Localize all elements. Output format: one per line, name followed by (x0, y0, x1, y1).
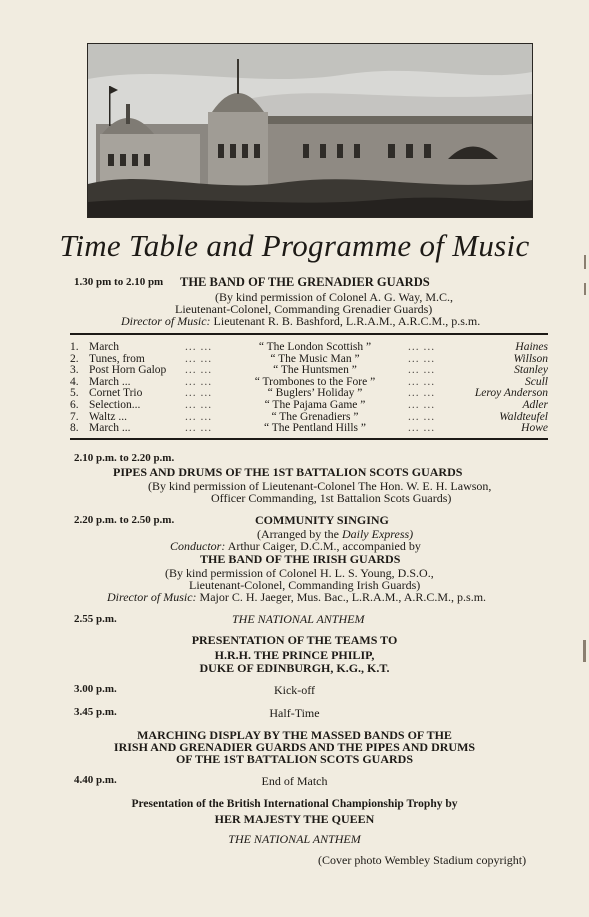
halftime-text: Half-Time (269, 706, 320, 720)
leader-dots: ... ... (408, 387, 436, 400)
leader-dots: ... ... (408, 375, 436, 388)
photo-credit: (Cover photo Wembley Stadium copyright) (318, 853, 527, 867)
programme-composer: Adler (522, 399, 548, 411)
programme-composer: Haines (515, 341, 548, 353)
programme-title: “ The Grenadiers ” (271, 410, 359, 423)
leader-dots: ... ... (185, 341, 213, 353)
programme-item (70, 342, 548, 353)
leader-dots: ... ... (185, 399, 213, 411)
grenadier-permission-2: Lieutenant-Colonel, Commanding Grenadier Guards) (175, 302, 433, 316)
programme-number: 8. (70, 422, 79, 435)
programme-title: “ The Pajama Game ” (264, 399, 366, 411)
leader-dots: ... ... (408, 422, 436, 435)
leader-dots: ... ... (408, 341, 436, 353)
leader-dots: ... ... (185, 352, 213, 365)
endmatch-time: 4.40 p.m. (74, 774, 117, 786)
trophy-line-1: Presentation of the British International Championship Trophy by (131, 798, 458, 810)
national-anthem-1: THE NATIONAL ANTHEM (232, 612, 365, 626)
halftime-time: 3.45 p.m. (74, 706, 117, 718)
leader-dots: ... ... (408, 399, 436, 411)
grenadier-permission-1: (By kind permission of Colonel A. G. Way, M.C., (215, 290, 454, 304)
national-anthem-2: THE NATIONAL ANTHEM (228, 832, 361, 846)
programme-number: 2. (70, 352, 79, 365)
irish-permission-2: Lieutenant-Colonel, Commanding Irish Guards) (189, 578, 421, 592)
endmatch-text: End of Match (261, 774, 328, 788)
kickoff-time: 3.00 p.m. (74, 683, 117, 695)
programme-composer: Leroy Anderson (474, 387, 548, 400)
programme-item (70, 412, 548, 423)
programme-type: March (89, 341, 120, 353)
grenadier-director (121, 314, 480, 329)
presentation-line-2: H.R.H. THE PRINCE PHILIP, (214, 648, 375, 662)
programme-number: 1. (70, 341, 79, 353)
programme-type: March ... (89, 375, 131, 388)
programme-number: 3. (70, 364, 79, 377)
programme-number: 5. (70, 387, 79, 400)
programme-item (70, 388, 548, 399)
programme-title: “ Buglers’ Holiday ” (267, 387, 363, 400)
programme-type: Waltz ... (89, 410, 128, 423)
anthem-time: 2.55 p.m. (74, 613, 117, 625)
programme-composer: Waldteufel (499, 410, 548, 423)
programme-type: Cornet Trio (89, 387, 143, 400)
singing-time: 2.20 p.m. to 2.50 p.m. (74, 514, 175, 526)
binding-mark (583, 640, 586, 662)
programme-item (70, 423, 548, 434)
programme-top-rule (70, 333, 548, 335)
programme-item (70, 400, 548, 411)
leader-dots: ... ... (185, 410, 213, 423)
programme-title: “ The Music Man ” (270, 352, 360, 365)
irish-permission-1: (By kind permission of Colonel H. L. S. Young, D.S.O., (165, 566, 434, 580)
programme-number: 4. (70, 375, 79, 388)
leader-dots: ... ... (408, 364, 436, 377)
leader-dots: ... ... (408, 410, 436, 423)
programme-composer: Stanley (514, 364, 548, 377)
programme-number: 6. (70, 399, 79, 411)
director-label: Director of Music: (121, 314, 211, 328)
singing-heading: COMMUNITY SINGING (255, 513, 389, 527)
stadium-illustration (88, 44, 532, 217)
trophy-line-2: HER MAJESTY THE QUEEN (214, 812, 375, 826)
leader-dots: ... ... (185, 375, 213, 388)
marching-line-1: MARCHING DISPLAY BY THE MASSED BANDS OF THE (137, 728, 452, 742)
programme-type: Selection... (89, 399, 141, 411)
programme-type: Post Horn Galop (89, 364, 167, 377)
stadium-photo (87, 43, 533, 218)
arranged-paper: Daily Express) (341, 527, 414, 541)
conductor-label: Conductor: (170, 539, 226, 553)
grenadier-heading: THE BAND OF THE GRENADIER GUARDS (180, 275, 430, 289)
programme-bottom-rule (70, 438, 548, 440)
irish-director-label: Director of Music: (107, 590, 197, 604)
irish-band-heading: THE BAND OF THE IRISH GUARDS (200, 552, 401, 566)
leader-dots: ... ... (185, 364, 213, 377)
presentation-line-1: PRESENTATION OF THE TEAMS TO (191, 633, 398, 647)
programme-title: “ The Huntsmen ” (273, 364, 357, 377)
programme-composer: Scull (525, 375, 548, 388)
binding-mark (584, 255, 586, 269)
leader-dots: ... ... (185, 387, 213, 400)
conductor-name: Arthur Caiger, D.C.M., accompanied by (227, 539, 421, 553)
programme-composer: Howe (521, 422, 548, 435)
page-title: Time Table and Programme of Music (59, 228, 530, 263)
arranged-text: (Arranged by the (257, 527, 339, 541)
marching-line-2: IRISH AND GRENADIER GUARDS AND THE PIPES AND DRUMS (113, 740, 476, 754)
programme-title: “ The London Scottish ” (258, 341, 372, 353)
programme-composer: Willson (513, 352, 548, 365)
presentation-line-3: DUKE OF EDINBURGH, K.G., K.T. (199, 661, 390, 675)
binding-mark (584, 283, 586, 295)
grenadier-time: 1.30 pm to 2.10 pm (74, 276, 164, 288)
scots-permission-2: Officer Commanding, 1st Battalion Scots Guards) (211, 491, 452, 505)
irish-director-name: Major C. H. Jaeger, Mus. Bac., L.R.A.M., A.R.C.M., p.s.m. (199, 590, 487, 604)
programme-item (70, 365, 548, 376)
leader-dots: ... ... (408, 352, 436, 365)
leader-dots: ... ... (185, 422, 213, 435)
scots-permission-1: (By kind permission of Lieutenant-Colonel The Hon. W. E. H. Lawson, (148, 479, 492, 493)
programme-type: March ... (89, 422, 131, 435)
director-name: Lieutenant R. B. Bashford, L.R.A.M., A.R.C.M., p.s.m. (213, 314, 481, 328)
programme-type: Tunes, from (89, 352, 145, 365)
programme-title: “ The Pentland Hills ” (264, 422, 366, 435)
programme-item (70, 377, 548, 388)
scots-time: 2.10 p.m. to 2.20 p.m. (74, 452, 175, 464)
programme-title: “ Trombones to the Fore ” (254, 375, 376, 388)
irish-director (107, 590, 486, 605)
programme-item (70, 354, 548, 365)
kickoff-text: Kick-off (273, 683, 316, 697)
scots-heading: PIPES AND DRUMS OF THE 1ST BATTALION SCOTS GUARDS (113, 465, 463, 479)
marching-line-3: OF THE 1ST BATTALION SCOTS GUARDS (175, 752, 414, 766)
programme-number: 7. (70, 410, 79, 423)
